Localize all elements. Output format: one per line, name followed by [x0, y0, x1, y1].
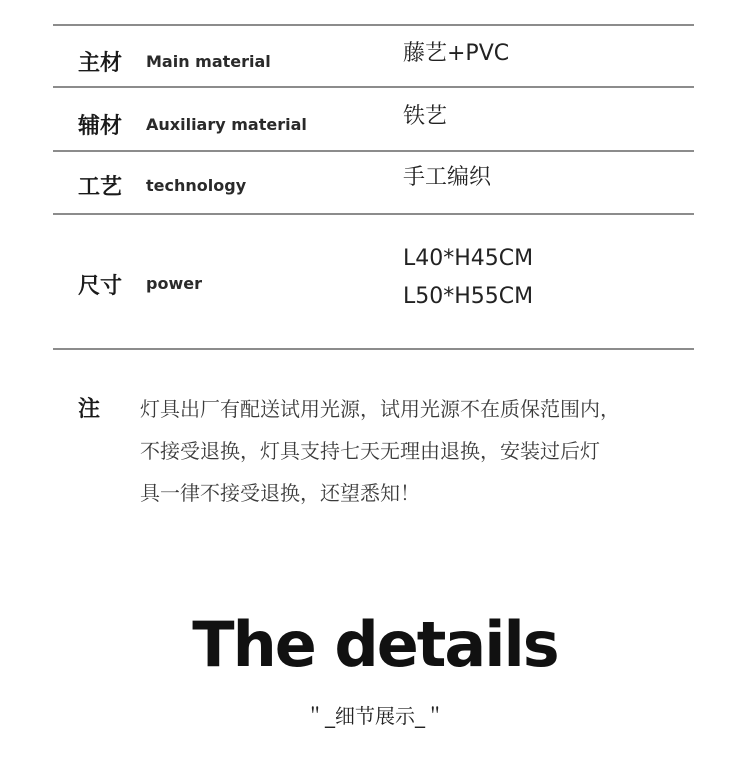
note-mark: 注: [78, 397, 101, 422]
spec-label-cn: 主材: [78, 51, 123, 76]
spec-value: 藤艺+PVC: [403, 41, 510, 66]
spec-value: L50*H55CM: [403, 284, 534, 309]
table-divider: [53, 348, 694, 350]
note-line: 具一律不接受退换，还望悉知！: [140, 481, 420, 505]
details-subtitle: ＂_细节展示_＂: [305, 704, 445, 728]
spec-value: 手工编织: [403, 165, 492, 190]
note-line: 不接受退换，灯具支持七天无理由退换，安装过后灯: [140, 439, 600, 463]
spec-row-size: [53, 215, 694, 348]
note-line: 灯具出厂有配送试用光源，试用光源不在质保范围内，: [140, 397, 620, 421]
spec-label-cn: 辅材: [78, 114, 123, 139]
spec-label-en: Auxiliary material: [146, 115, 307, 134]
details-title: The details: [192, 608, 558, 681]
spec-label-en: power: [146, 274, 202, 293]
spec-value: 铁艺: [403, 104, 448, 129]
spec-label-en: technology: [146, 176, 247, 195]
spec-label-cn: 工艺: [78, 175, 123, 200]
note-text: [140, 388, 700, 514]
spec-row-main-material: [53, 26, 694, 87]
spec-row-technology: [53, 152, 694, 213]
spec-label-en: Main material: [146, 52, 271, 71]
spec-label-cn: 尺寸: [78, 274, 123, 299]
spec-row-auxiliary-material: [53, 88, 694, 151]
spec-value: L40*H45CM: [403, 246, 534, 271]
